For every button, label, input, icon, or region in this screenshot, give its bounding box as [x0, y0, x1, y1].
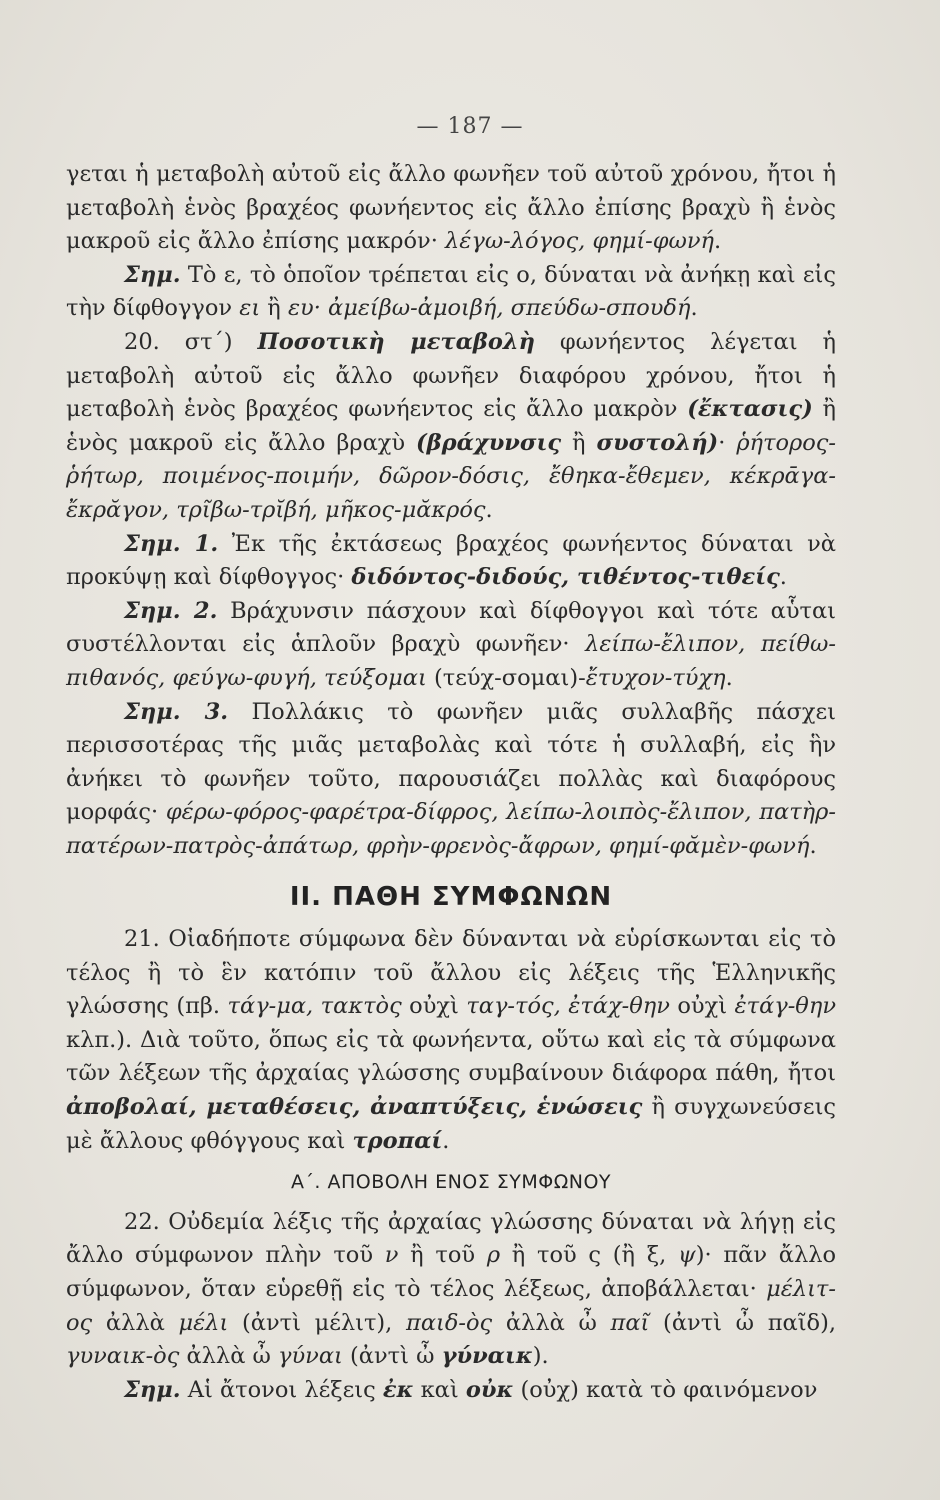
paragraph	[66, 259, 836, 326]
text-run: (τεύχ-σομαι)-	[426, 664, 586, 691]
example-text: ἐτάγ-θην	[734, 993, 837, 1020]
example-text: ευ· ἀμείβω-ἀμοιβή, σπεύδω-σπουδή	[287, 295, 691, 322]
text-run: καὶ	[413, 1376, 466, 1403]
text-run: .	[442, 1127, 450, 1154]
text-run: ἢ	[561, 429, 597, 456]
text-run: ).	[532, 1343, 549, 1370]
text-run: ἢ τοῦ	[398, 1242, 487, 1269]
text-run: οὐχὶ	[401, 993, 467, 1020]
text-run: (ἀντὶ ὦ	[342, 1343, 442, 1370]
text-run: (ἀντὶ ὦ παῖδ),	[649, 1309, 837, 1336]
text-run: ἀλλὰ ὦ	[492, 1309, 611, 1336]
example-text: ταγ-τός, ἐτάχ-θην	[466, 993, 670, 1020]
paragraph	[66, 326, 836, 528]
example-text: μέλι	[178, 1309, 229, 1336]
text-run: .	[725, 664, 733, 691]
term-text: οὐκ	[465, 1376, 514, 1403]
text-run: οὐχὶ	[669, 993, 735, 1020]
paragraph	[66, 158, 836, 259]
note-marker: Σημ. 2.	[124, 597, 218, 624]
section-heading: ΙΙ. ΠΑΘΗ ΣΥΜΦΩΝΩΝ	[289, 882, 613, 913]
text-run: .	[690, 295, 698, 322]
term-text: τροπαί	[352, 1127, 443, 1154]
text-run: Πολλάκις τὸ φωνῆεν μιᾶς συλλαβῆς πάσχει περισσοτέρας τῆς μιᾶς μεταβολὰς καὶ τότε ἡ συλλαβή, εἰς ἣν ἀνήκει τὸ φωνῆεν τοῦτο, παρουσιάζει πολλὰς καὶ διαφόρους μορφάς·	[66, 698, 837, 826]
text-run: ἢ τοῦ ς (ἢ ξ,	[500, 1242, 679, 1269]
subsection-heading: Α΄. ΑΠΟΒΟΛΗ ΕΝΟΣ ΣΥΜΦΩΝΟΥ	[290, 1171, 612, 1194]
example-text: φέρω-φόρος-φαρέτρα-δίφρος, λείπω-λοιπὸς-ἔλιπον, πατὴρ-πατέρων-πατρὸς-ἀπάτωρ, φρὴν-φρενὸς-ἄφρων, φημί-φᾰμὲν-φωνή	[66, 799, 836, 859]
text-run: Αἱ ἄτονοι λέξεις	[180, 1376, 383, 1403]
term-text: ἀποβολαί, μεταθέσεις, ἀναπτύξεις, ἑνώσεις	[66, 1094, 643, 1121]
text-run: .	[809, 832, 817, 859]
text-run: Τὸ ε, τὸ ὁποῖον τρέπεται εἰς ο, δύναται νὰ ἀνήκῃ καὶ εἰς τὴν δίφθογγον	[66, 261, 836, 322]
example-text: παῖ	[610, 1309, 650, 1336]
example-text: παιδ-ὸς	[406, 1309, 493, 1336]
note-marker: Σημ. 3.	[124, 698, 229, 725]
text-run: 21. Οἱαδήποτε σύμφωνα δὲν δύνανται νὰ εὑρίσκωνται εἰς τὸ τέλος ἢ τὸ ἓν κατόπιν τοῦ ἄλλου εἰς λέξεις τῆς Ἑλληνικῆς γλώσσης (πβ.	[66, 926, 836, 1020]
text-run: (ἀντὶ μέλιτ),	[228, 1309, 407, 1336]
text-run: .	[779, 564, 787, 591]
term-text: διδόντος-διδούς, τιθέντος-τιθείς	[351, 564, 780, 591]
example-text: λείπω-ἔλιπον, πείθω-πιθανός, φεύγω-φυγή, τεύξομαι	[66, 631, 837, 691]
text-run: ἀλλὰ ὦ	[179, 1343, 279, 1370]
text-run: (οὐχ) κατὰ τὸ φαινόμενον	[513, 1376, 818, 1403]
example-text: μέλιτ-ος	[66, 1276, 836, 1336]
example-text: γύναι	[278, 1343, 343, 1370]
text-run: ἢ συγχωνεύσεις μὲ ἄλλους φθόγγους καὶ	[66, 1094, 837, 1154]
example-text: ρ	[486, 1242, 501, 1269]
text-run: Βράχυνσιν πάσχουν καὶ δίφθογγοι καὶ τότε αὗται συστέλλονται εἰς ἁπλοῦν βραχὺ φωνῆεν·	[66, 597, 836, 658]
paragraph	[66, 528, 836, 595]
term-text: ἐκ	[382, 1376, 414, 1403]
text-run: φωνήεντος λέγεται ἡ μεταβολὴ αὐτοῦ εἰς ἄλλο φωνῆεν διαφόρου χρόνου, ἤτοι ἡ μεταβολὴ ἑνὸς βραχέος φωνήεντος εἰς ἄλλο μακρὸν	[66, 328, 836, 423]
text-run: )· πᾶν ἄλλο σύμφωνον, ὅταν εὑρεθῇ εἰς τὸ τέλος λέξεως, ἀποβάλλεται·	[66, 1242, 837, 1302]
paragraph	[66, 1206, 836, 1374]
text-run: κλπ.). Διὰ τοῦτο, ὅπως εἰς τὰ φωνήεντα, οὕτω καὶ εἰς τὰ σύμφωνα τῶν λέξεων τῆς ἀρχαίας γλώσσης συμβαίνουν διάφορα πάθη, ἤτοι	[66, 1026, 836, 1087]
example-text: τάγ-μα, τακτὸς	[227, 993, 402, 1020]
note-marker: Σημ.	[124, 1376, 181, 1403]
paragraph	[66, 696, 836, 864]
text-run: ·	[718, 429, 737, 456]
example-text: ει	[239, 295, 261, 322]
text-run: ἢ ἑνὸς μακροῦ εἰς ἄλλο βραχὺ	[66, 396, 836, 456]
term-text: συστολή)	[596, 429, 719, 456]
note-marker: Σημ.	[124, 261, 181, 288]
text-run: .	[714, 228, 722, 255]
example-text: λέγω-λόγος, φημί-φωνή	[445, 228, 715, 255]
example-text: ἔτυχον-τύχη	[585, 664, 726, 691]
text-run: ἀλλὰ	[92, 1309, 179, 1336]
example-text: ψ	[678, 1242, 696, 1269]
page-number: — 187 —	[416, 114, 524, 139]
text-run: Ἐκ τῆς ἐκτάσεως βραχέος φωνήεντος δύναται νὰ προκύψῃ καὶ δίφθογγος·	[66, 530, 836, 591]
example-text: γυναικ-ὸς	[66, 1343, 180, 1370]
text-run: 20. στ΄)	[124, 328, 258, 355]
note-marker: Σημ. 1.	[124, 530, 219, 557]
paragraph	[66, 1374, 836, 1408]
example-text: ν	[384, 1242, 399, 1269]
text-run: γεται ἡ μεταβολὴ αὐτοῦ εἰς ἄλλο φωνῆεν τοῦ αὐτοῦ χρόνου, ἤτοι ἡ μεταβολὴ ἑνὸς βραχέος φωνήεντος εἰς ἄλλο ἐπίσης βραχὺ ἢ ἑνὸς μακροῦ εἰς ἄλλο ἐπίσης μακρόν·	[66, 161, 836, 255]
example-text: ῥήτορος-ῥήτωρ, ποιμένος-ποιμήν, δῶρον-δόσις, ἔθηκα-ἔθεμεν, κέκρᾱγα-ἔκρᾰγον, τρῖβω-τρῐβή, μῆκος-μᾰκρός	[66, 429, 836, 523]
page-body	[66, 158, 836, 1407]
term-text: Ποσοτικὴ μεταβολὴ	[257, 328, 535, 355]
text-run: .	[485, 496, 493, 523]
term-text: γύναικ	[441, 1343, 533, 1370]
text-run: ἢ	[260, 295, 288, 322]
text-run: 22. Οὐδεμία λέξις τῆς ἀρχαίας γλώσσης δύναται νὰ λήγῃ εἰς ἄλλο σύμφωνον πλὴν τοῦ	[66, 1208, 836, 1269]
term-text: (βράχυνσις	[416, 429, 562, 456]
paragraph	[66, 595, 836, 696]
paragraph	[66, 923, 836, 1158]
term-text: (ἔκτασις)	[687, 396, 813, 423]
